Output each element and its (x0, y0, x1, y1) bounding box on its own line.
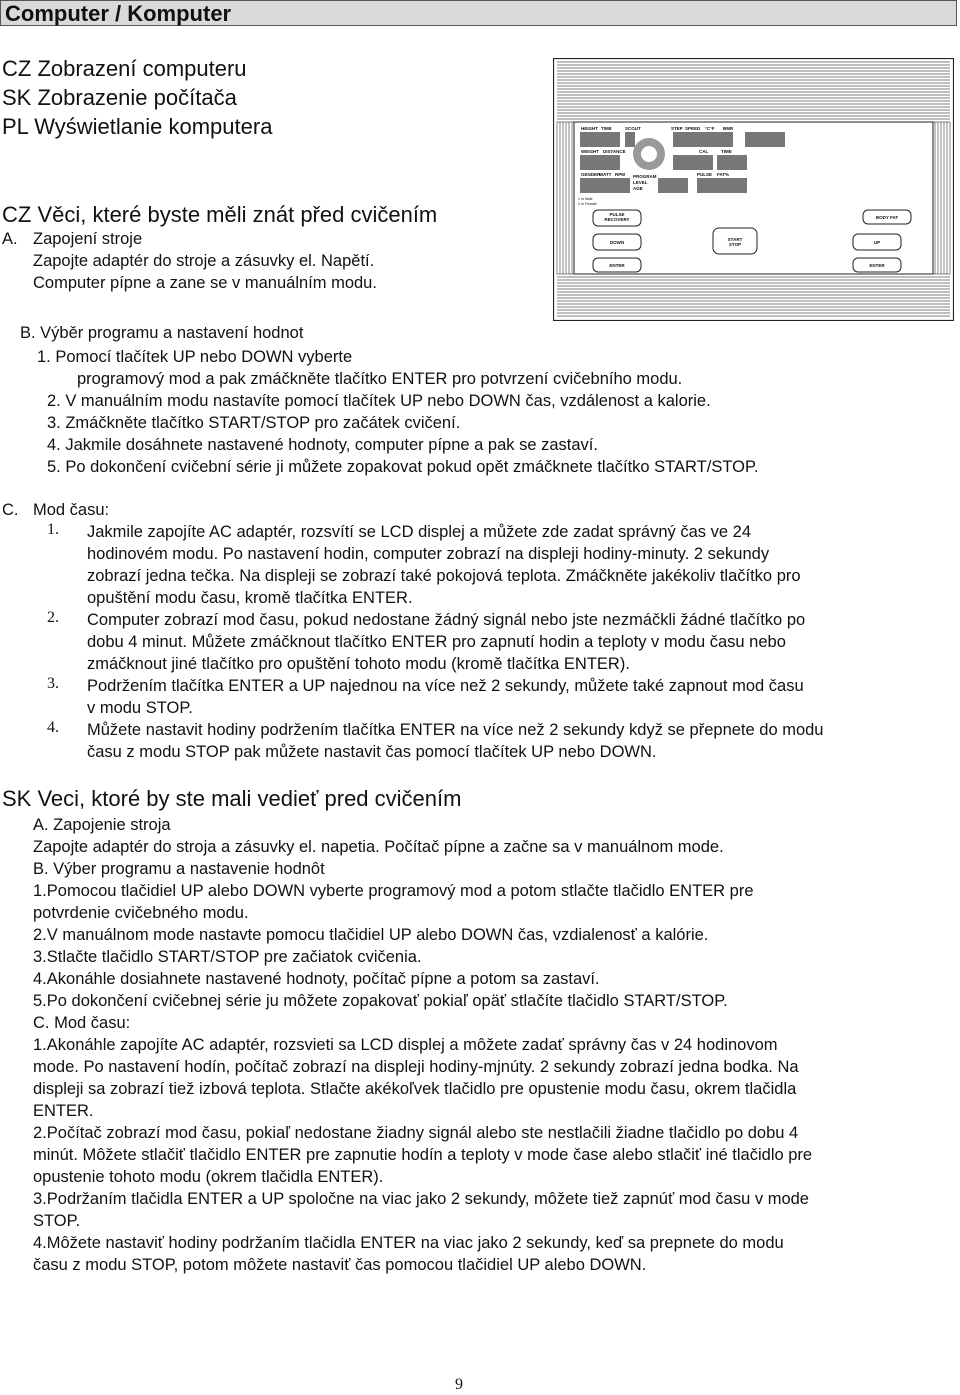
lcd-label-pulse: PULSE (697, 172, 713, 177)
start-stop-label: START STOP (727, 237, 743, 247)
cz-c1-line-2: hodinovém modu. Po nastavení hodin, computer zobrazí na displeji hodiny-minuty. 2 sekundy (87, 545, 770, 563)
lcd-label-scout: SCOUT (625, 126, 641, 131)
sk-line-20: 4.Môžete nastaviť hodiny podržaním tlačidla ENTER na viac jako 2 sekundy, keď sa prepnete do modu (33, 1234, 784, 1252)
cz-b-line-6: 5. Po dokončení cvičební série ji můžete zopakovat pokud opět zmáčknete tlačítko START/STOP. (47, 458, 759, 476)
lcd-label-fat: FAT% (717, 172, 730, 177)
cz-a-title: Zapojení stroje (33, 230, 143, 248)
sk-line-15: 2.Počítač zobrazí mod času, pokiaľ nedostane žiadny signál alebo ste nestlačili žiadne tlačidlo po dobu 4 (33, 1124, 799, 1142)
sk-line-21: času z modu STOP, potom môžete nastaviť čas pomocou tlačidiel UP alebo DOWN. (33, 1256, 647, 1274)
up-label: UP (873, 240, 881, 245)
cz-b-line-5: 4. Jakmile dosáhnete nastavené hodnoty, computer pípne a pak se zastaví. (47, 436, 598, 454)
cz-c1-line-1: Jakmile zapojíte AC adaptér, rozsvítí se LCD displej a můžete zde zadat správný čas ve 24 (87, 523, 751, 541)
cz-c4-line-1: Můžete nastavit hodiny podržením tlačítka ENTER na více než 2 sekundy když se přepnete do modu (87, 721, 824, 739)
heading-cz-display: CZ Zobrazení computeru (2, 56, 247, 81)
cz-c3-line-1: Podržením tlačítka ENTER a UP najednou na více než 2 sekundy, můžete také zapnout mod času (87, 677, 804, 695)
cz-a-line-2: Computer pípne a zane se v manuálním modu. (33, 274, 377, 292)
cz-b-title: B. Výběr programu a nastavení hodnot (20, 324, 304, 342)
sk-line-14: ENTER. (33, 1102, 94, 1120)
lcd-label-rpm: RPM (615, 172, 625, 177)
page-title: Computer / Komputer (5, 1, 232, 26)
lcd-label-time2: TIME (721, 149, 732, 154)
cz-b-line-3: 2. V manuálním modu nastavíte pomocí tlačítek UP nebo DOWN čas, vzdálenost a kalorie. (47, 392, 711, 410)
cz-c1-num: 1. (47, 521, 59, 538)
sk-line-17: opustenie tohoto modu (okrem tlačidla ENTER). (33, 1168, 384, 1186)
lcd-label-gender: GENDER (581, 172, 601, 177)
cz-b-line-1: 1. Pomocí tlačítek UP nebo DOWN vyberte (37, 348, 353, 366)
page-number: 9 (455, 1376, 463, 1393)
cz-a-label: A. (2, 230, 18, 248)
lcd-label-distance: DISTANCE (603, 149, 626, 154)
cz-c2-line-2: dobu 4 minut. Můžete zmáčknout tlačítko ENTER pro zapnutí hodin a teploty v modu času nebo (87, 633, 786, 651)
cz-c3-line-2: v modu STOP. (87, 699, 193, 717)
cz-c3-num: 3. (47, 675, 59, 692)
cz-a-line-1: Zapojte adaptér do stroje a zásuvky el. Napětí. (33, 252, 375, 270)
lcd-label-temp: °C°F (705, 126, 715, 131)
sk-line-10: C. Mod času: (33, 1014, 131, 1032)
sk-line-12: mode. Po nastavení hodín, počítač zobrazí na displeji hodiny-mjnúty. 2 sekundy zobrazí jedna bodka. Na (33, 1058, 799, 1076)
sk-line-18: 3.Podržaním tlačidla ENTER a UP spoločne na viac jako 2 sekundy, môžete tiež zapnúť mod času v mode (33, 1190, 809, 1208)
heading-pl-display: PL Wyświetlanie komputera (2, 114, 273, 139)
heading-sk-display: SK Zobrazenie počítača (2, 85, 237, 110)
cz-c1-line-3: zobrazí jedna tečka. Na displeji se zobrazí také pokojová teplota. Zmáčkněte jakékoliv tlačítko pro (87, 567, 801, 585)
down-label: DOWN (609, 240, 625, 245)
cz-c-title: Mod času: (33, 501, 110, 519)
lcd-label-step: STEP (671, 126, 683, 131)
lcd-label-height: HEIGHT (581, 126, 599, 131)
cz-b-line-2: programový mod a pak zmáčkněte tlačítko ENTER pro potvrzení cvičebního modu. (77, 370, 683, 388)
cz-c2-line-3: zmáčknout jiné tlačítko pro opuštění tohoto modu (kromě tlačítka ENTER). (87, 655, 630, 673)
sk-line-19: STOP. (33, 1212, 81, 1230)
lcd-label-weight: WEIGHT (581, 149, 599, 154)
lcd-label-level: LEVEL (633, 180, 648, 185)
cz-c2-line-1: Computer zobrazí mod času, pokud nedostane žádný signál nebo jste nezmáčkli žádné tlačítko po (87, 611, 806, 629)
cz-b-line-4: 3. Zmáčkněte tlačítko START/STOP pro začátek cvičení. (47, 414, 461, 432)
sk-line-2: Zapojte adaptér do stroja a zásuvky el. napetia. Počítač pípne a začne sa v manuálnom mode. (33, 838, 724, 856)
sk-line-8: 4.Akonáhle dosiahnete nastavené hodnoty, počítač pípne a potom sa zastaví. (33, 970, 600, 988)
sk-heading: SK Veci, ktoré by ste mali vedieť pred cvičením (2, 786, 462, 811)
lcd-label-age: AGE (633, 186, 643, 191)
sk-line-4: 1.Pomocou tlačidiel UP alebo DOWN vyberte programový mod a potom stlačte tlačidlo ENTER pre (33, 882, 754, 900)
cz-c4-num: 4. (47, 719, 59, 736)
sk-line-3: B. Výber programu a nastavenie hodnôt (33, 860, 325, 878)
lcd-label-cal: CAL (699, 149, 709, 154)
lcd-label-female: 2 or Female (578, 202, 597, 206)
cz-c4-line-2: času z modu STOP pak můžete nastavit čas pomocí tlačítek UP nebo DOWN. (87, 743, 657, 761)
lcd-label-program: PROGRAM (633, 174, 657, 179)
sk-line-16: minút. Môžete stlačiť tlačidlo ENTER pre zapnutie hodín a teploty v mode čase alebo stlačiť iné tlačidlo pre (33, 1146, 813, 1164)
body-fat-label: BODY FAT (875, 215, 899, 220)
sk-line-5: potvrdenie cvičebného modu. (33, 904, 249, 922)
lcd-label-bmr: BMR (723, 126, 734, 131)
cz-c1-line-4: opuštění modu času, kromě tlačítka ENTER. (87, 589, 413, 607)
enter-left-label: ENTER (609, 263, 625, 268)
sk-line-13: displeji sa zobrazí tiež izbová teplota. Stlačte akékoľvek tlačidlo pre opustenie modu času, okrem tlačidla (33, 1080, 797, 1098)
console-illustration (553, 58, 954, 321)
lcd-label-watt: WATT (599, 172, 612, 177)
cz-heading: CZ Věci, které byste měli znát před cvičením (2, 202, 438, 227)
sk-line-1: A. Zapojenie stroja (33, 816, 171, 834)
cz-c-label: C. (2, 501, 19, 519)
lcd-label-male: 1 or Male (578, 197, 593, 201)
sk-line-9: 5.Po dokončení cvičebnej série ju môžete zopakovať pokiaľ opäť stlačíte tlačidlo START/STOP. (33, 992, 728, 1010)
enter-right-label: ENTER (869, 263, 885, 268)
cz-c2-num: 2. (47, 609, 59, 626)
lcd-label-speed: SPEED (685, 126, 701, 131)
lcd-label-time: TIME (601, 126, 612, 131)
title-bar (0, 0, 957, 26)
sk-line-11: 1.Akonáhle zapojíte AC adaptér, rozsvieti sa LCD displej a môžete zadať správny čas v 24 hodinovom (33, 1036, 778, 1054)
pulse-recovery-label: PULSE RECOVERY (604, 212, 630, 222)
sk-line-6: 2.V manuálnom mode nastavte pomocu tlačidiel UP alebo DOWN čas, vzdialenosť a kalórie. (33, 926, 709, 944)
sk-line-7: 3.Stlačte tlačidlo START/STOP pre začiatok cvičenia. (33, 948, 422, 966)
